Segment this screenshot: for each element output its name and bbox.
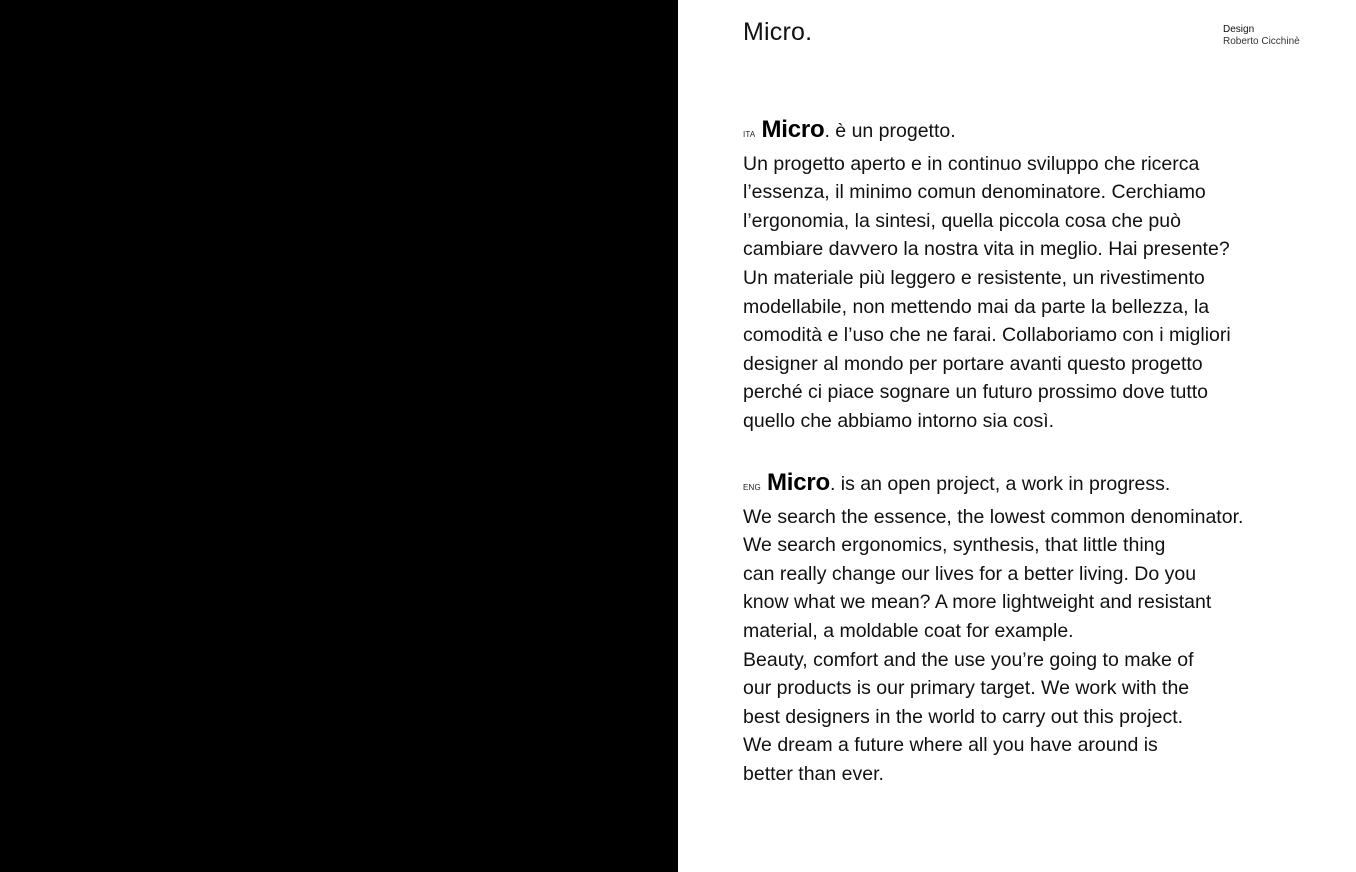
paragraph-line: l’ergonomia, la sintesi, quella piccola cosa che può xyxy=(743,209,1181,232)
paragraph-line: better than ever. xyxy=(743,762,884,785)
italian-lead-text: . è un progetto. xyxy=(824,120,956,142)
paragraph-line: can really change our lives for a better living. Do you xyxy=(743,562,1197,585)
paragraph-line: l’essenza, il minimo comun denominatore. Cerchiamo xyxy=(743,181,1206,204)
paragraph-line: We search ergonomics, synthesis, that little thing xyxy=(743,534,1166,557)
site-logo[interactable]: Micro. xyxy=(743,18,813,46)
credit-name: Roberto Cicchinè xyxy=(1223,36,1300,47)
paragraph-line: comodità e l’uso che ne farai. Collaboriamo con i migliori xyxy=(743,324,1231,347)
language-tag-ita: ITA xyxy=(743,130,756,139)
content-panel xyxy=(678,0,1356,872)
paragraph-line: Un materiale più leggero e resistente, un rivestimento xyxy=(743,266,1205,289)
credit-role: Design xyxy=(1223,24,1255,35)
paragraph-line: our products is our primary target. We work with the xyxy=(743,677,1190,700)
paragraph-line: perché ci piace sognare un futuro prossimo dove tutto xyxy=(743,381,1209,404)
design-credit xyxy=(1223,24,1343,48)
paragraph-line: modellabile, non mettendo mai da parte la bellezza, la xyxy=(743,295,1210,318)
paragraph-line: Un progetto aperto e in continuo sviluppo che ricerca xyxy=(743,152,1200,175)
paragraph-line: designer al mondo per portare avanti questo progetto xyxy=(743,352,1203,375)
paragraph-line: know what we mean? A more lightweight and resistant xyxy=(743,591,1212,614)
english-lead-text: . is an open project, a work in progress. xyxy=(829,473,1171,495)
italian-description xyxy=(743,116,1343,436)
brand-name: Micro xyxy=(766,469,830,496)
paragraph-line: quello che abbiamo intorno sia così. xyxy=(743,409,1055,432)
paragraph-line: We search the essence, the lowest common denominator. xyxy=(743,505,1244,528)
paragraph-line: material, a moldable coat for example. xyxy=(743,619,1074,642)
paragraph-line: Beauty, comfort and the use you’re going to make of xyxy=(743,648,1194,671)
paragraph-line: We dream a future where all you have around is xyxy=(743,734,1158,757)
paragraph-line: best designers in the world to carry out this project. xyxy=(743,705,1184,728)
language-tag-eng: ENG xyxy=(743,483,761,492)
english-description xyxy=(743,469,1343,789)
italian-lead xyxy=(743,116,1343,150)
english-lead xyxy=(743,469,1343,503)
paragraph-line: cambiare davvero la nostra vita in meglio. Hai presente? xyxy=(743,238,1230,261)
brand-name: Micro xyxy=(761,116,825,143)
